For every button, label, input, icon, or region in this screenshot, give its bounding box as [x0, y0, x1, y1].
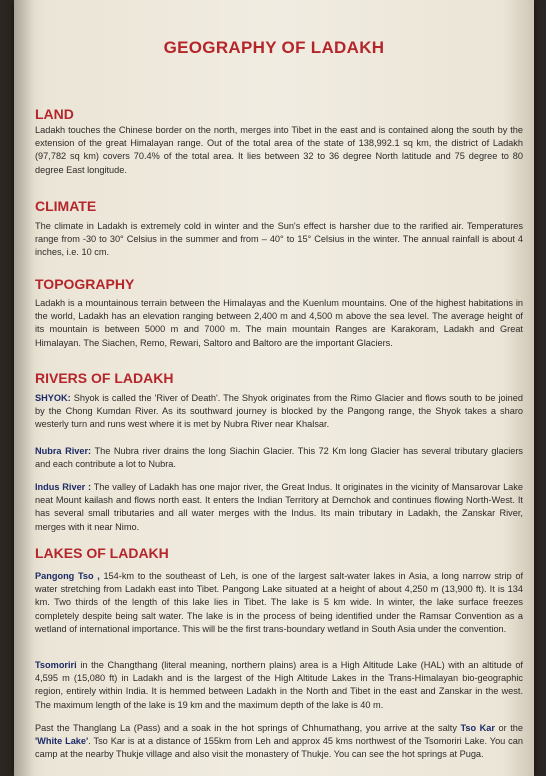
nubra-label: Nubra River:: [35, 446, 92, 456]
paragraph-tsokar: [35, 722, 523, 762]
nubra-text: The Nubra river drains the long Siachin Glacier. This 72 Km long Glacier has several tributary glaciers and each contribute a lot to Nubra.: [35, 446, 523, 470]
tsokar-label: Tso Kar: [460, 723, 495, 733]
page-edge-shadow: [14, 0, 34, 776]
paragraph-pangong: [35, 570, 523, 636]
heading-lakes: LAKES OF LADAKH: [35, 545, 169, 561]
heading-climate: CLIMATE: [35, 198, 97, 214]
paragraph-indus: [35, 481, 523, 534]
paragraph-tsomoriri: [35, 659, 523, 712]
shyok-label: SHYOK:: [35, 393, 71, 403]
shyok-text: Shyok is called the 'River of Death'. The Shyok originates from the Rimo Glacier and flows south to be joined by the Chong Kumdan River. As its southward journey is blocked by the Pangong range, the Shyok takes a sharo westerly turn and runs west where it is met by Nubra River near Khalsar.: [35, 393, 523, 430]
pangong-text: 154-km to the southeast of Leh, is one of the largest salt-water lakes in Asia, a long narrow strip of water stretching from Ladakh east into Tibet. Pangong Lake situated at a height of about 4,250 m (13,900 ft). It is 134 km. Two thirds of the length of this lake lies in Tibet. The lake is 5 km wide. In winter, the lake surface freezes completely despite being salt water. The lake is in the process of being identified under the Ramsar Convention as a wetland of international importance. This will be the first trans-boundary wetland in South Asia under the convention.: [35, 571, 524, 634]
paragraph-shyok: [35, 392, 523, 432]
paragraph-topography: Ladakh is a mountainous terrain between the Himalayas and the Kuenlum mountains. One of the highest habitations in the world, Ladakh has an elevation ranging between 2,400 m and 4,500 m above the sea level. The average height of its mountain is between 5000 m and 7000 m. The main mountain Ranges are Karakoram, Ladakh and Great Himalayan. The Siachen, Remo, Rewari, Saltoro and Baltoro are the important Glaciers.: [35, 298, 523, 348]
tsokar-pre: Past the Thanglang La (Pass) and a soak in the hot springs of Chhumathang, you arrive at the salty: [35, 723, 461, 733]
tsokar-mid: or the: [495, 723, 524, 733]
indus-label: Indus River :: [35, 482, 92, 492]
paragraph-climate: The climate in Ladakh is extremely cold in winter and the Sun's effect is harsher due to the rarified air. Temperatures range from -30 to 30° Celsius in the summer and from – 40° to 15° Celsius in the winter. The annual rainfall is about 4 inches, i.e. 10 cm.: [35, 221, 523, 258]
tsomoriri-label: Tsomoriri: [35, 660, 77, 670]
tsomoriri-text: in the Changthang (literal meaning, northern plains) area is a High Altitude Lake (HAL) with an altitude of 4,595 m (15,080 ft) in Ladakh and is the largest of the High Altitude Lakes in the Trans-Himalayan bio-geographic region, entirely within India. It is hemmed between Ladakh in the North and Tibet in the east and Zanskar in the west. The maximum length of the lake is 19 km and the maximum depth of the lake is 40 m.: [35, 660, 523, 710]
heading-land: LAND: [35, 106, 74, 122]
document-page: [14, 0, 534, 776]
heading-topography: TOPOGRAPHY: [35, 276, 135, 292]
pangong-label: Pangong Tso ,: [35, 571, 100, 581]
page-title: GEOGRAPHY OF LADAKH: [163, 38, 385, 57]
paragraph-land: Ladakh touches the Chinese border on the north, merges into Tibet in the east and is contained along the south by the extension of the great Himalayan range. Out of the total area of the state of 138,992.1 sq km, the district of Ladakh (97,782 sq km) covers 70.4% of the total area. It lies between 32 to 36 degree North latitude and 75 degree to 80 degree East longitude.: [35, 125, 523, 175]
heading-rivers: RIVERS OF LADAKH: [35, 370, 174, 386]
tsokar-text: . Tso Kar is at a distance of 155km from Leh and approx 45 kms northwest of the Tsomoriri Lake. You can camp at the nearby Thukje village and also visit the monastery of Thukje. You can see the hot springs at Puga.: [35, 736, 523, 760]
indus-text: The valley of Ladakh has one major river, the Great Indus. It originates in the vicinity of Mansarovar Lake neat Mount kailash and flows north east. It enters the Indian Territory at Demchok and continues flowing North-West. It has several small tributaries and all water merges with the Indus. Its main tributary in Ladakh, the Zanskar River, merges with it near Nimo.: [35, 482, 523, 532]
white-lake-label: 'White Lake': [35, 736, 89, 747]
paragraph-nubra: [35, 445, 523, 471]
